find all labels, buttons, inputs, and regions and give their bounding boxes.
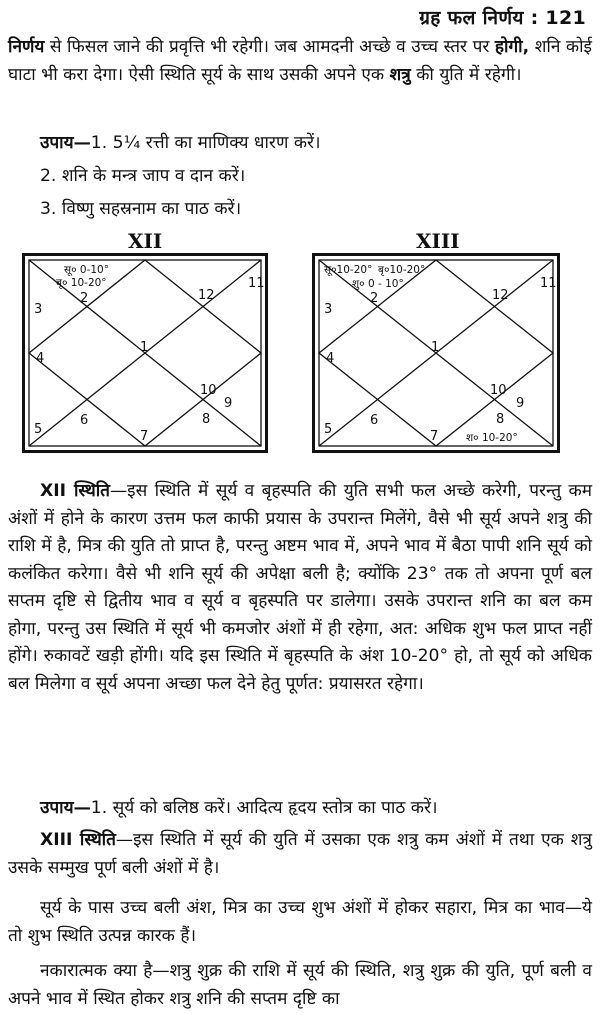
chart-xii-house-5: 5 [34, 422, 43, 437]
chart-xiii-house-5: 5 [324, 422, 333, 437]
chart-xii-house-6: 6 [80, 413, 89, 428]
chart-xiii-planet-jupiter: बृ०10-20° [378, 264, 426, 276]
remedy-b-paragraph [8, 795, 592, 823]
remedy-a-item-1 [40, 130, 321, 157]
chart-xiii-house-9: 9 [516, 396, 525, 411]
xii-label: XII स्थिति [40, 481, 110, 501]
intro-text-1: से फिसल जाने की प्रवृत्ति भी रहेगी। जब आमदनी अच्छे व उच्च स्तर पर [44, 37, 495, 57]
chart-xiii-title: XIII [416, 229, 460, 253]
chart-xiii-house-3: 3 [324, 302, 333, 317]
remedy-b-label: उपाय— [40, 798, 91, 818]
chart-xiii-house-2: 2 [370, 291, 379, 306]
running-header: ग्रह फल निर्णय : 121 [419, 7, 586, 29]
negative-paragraph: नकारात्मक क्या है—शत्रु शुक्र की राशि में सूर्य की स्थिति, शत्रु शुक्र की युति, पूर्ण बली व अपने भाव में स्थित होकर शत्रु शनि की सप्तम दृष्टि का [8, 961, 592, 1009]
chart-xiii-house-4: 4 [326, 351, 335, 366]
remedy-a-item-3: 3. विष्णु सहस्रनाम का पाठ करें। [40, 199, 242, 219]
chart-xiii-planet-venus: शु० 0 - 10° [352, 278, 404, 290]
remedy-b-text: 1. सूर्य को बलिष्ठ करें। आदित्य हृदय स्तोत्र का पाठ करें। [90, 798, 438, 818]
xii-text: —इस स्थिति में सूर्य व बृहस्पति की युति सभी फल अच्छे करेगी, परन्तु कम अंशों में होने के कारण उत्तम फल काफी प्रयास के उपरान्त मिलेंगे, वैसे भी सूर्य अपने शत्रु की राशि में है, मित्र की युति तो प्राप्त है, परन्तु अष्टम भाव में, अपने भाव में बैठा पापी शनि सूर्य को कलंकित करेगा। वैसे भी शनि सूर्य की अपेक्षा बली है; क्योंकि 23° तक तो अपना पूर्ण बल सप्तम दृष्टि से द्वितीय भाव व सूर्य व बृहस्पति पर डालेगा। उसके उपरान्त शनि का बल कम होगा, परन्तु उस स्थिति में सूर्य भी कमजोर अंशों में ही रहेगा, अत: अधिक शुभ फल प्राप्त नहीं होंगे। रुकावटें खड़ी होंगी। यदि इस स्थिति में बृहस्पति के अंश 10-20° हो, तो सूर्य को अधिक बल मिलेगा व सूर्य अपना अच्छा फल देने हेतु पूर्णत: प्रयासरत रहेगा। [8, 481, 592, 694]
chart-xii-house-4: 4 [36, 351, 45, 366]
intro-bold-2: होगी, [494, 37, 530, 57]
chart-xii-house-8: 8 [202, 412, 211, 427]
intro-bold-3: शत्रु [389, 64, 411, 85]
chart-xii-house-2: 2 [80, 291, 89, 306]
support-paragraph: सूर्य के पास उच्च बली अंश, मित्र का उच्च शुभ अंशों में होकर सहारा, मित्र का भाव—ये तो शुभ स्थिति उत्पन्न कारक हैं। [8, 898, 592, 946]
chart-xii-house-3: 3 [34, 302, 43, 317]
chart-xii [22, 253, 268, 453]
chart-xii-house-10: 10 [200, 383, 217, 398]
xiii-text: —इस स्थिति में सूर्य की युति में उसका एक शत्रु कम अंशों में तथा एक शत्रु उसके सम्मुख पूर्ण बली अंशों में है। [8, 830, 592, 878]
xiii-label: XIII स्थिति [40, 830, 116, 850]
remedy-a-label: उपाय— [40, 133, 91, 153]
chart-xiii-house-6: 6 [370, 413, 379, 428]
chart-xii-house-12: 12 [198, 288, 215, 303]
intro-bold-1: निर्णय [8, 37, 45, 57]
intro-text-3: की युति में रहेगी। [410, 64, 522, 85]
xiii-paragraph [8, 827, 592, 882]
intro-paragraph [8, 34, 592, 89]
chart-xii-house-1: 1 [140, 340, 149, 355]
chart-xiii-planet-saturn: श० 10-20° [466, 432, 518, 444]
chart-xiii-house-1: 1 [431, 340, 440, 355]
chart-xii-planet-jupiter: बृ० 10-20° [56, 277, 107, 289]
remedy-a-item-2: 2. शनि के मन्त्र जाप व दान करें। [40, 166, 246, 186]
chart-xiii-house-11: 11 [540, 276, 557, 291]
chart-xiii [312, 253, 560, 453]
intro-text-2: शनि कोई घाटा भी करा देगा। ऐसी स्थिति सूर्य के साथ उसकी अपने एक [8, 37, 592, 85]
chart-xii-house-11: 11 [248, 276, 265, 291]
remedy-a-text-1: 1. 5¼ रत्ती का माणिक्य धारण करें। [90, 133, 321, 153]
chart-xiii-planet-sun: सू०10-20° [324, 264, 373, 276]
chart-xiii-house-12: 12 [492, 288, 509, 303]
chart-xii-planet-sun: सू० 0-10° [64, 264, 109, 276]
chart-xii-house-9: 9 [224, 396, 233, 411]
chart-xiii-house-7: 7 [430, 429, 439, 444]
chart-xiii-house-8: 8 [496, 412, 505, 427]
chart-xii-title: XII [128, 229, 163, 253]
chart-xii-house-7: 7 [140, 429, 149, 444]
xii-paragraph [8, 478, 592, 698]
chart-xiii-house-10: 10 [490, 383, 507, 398]
